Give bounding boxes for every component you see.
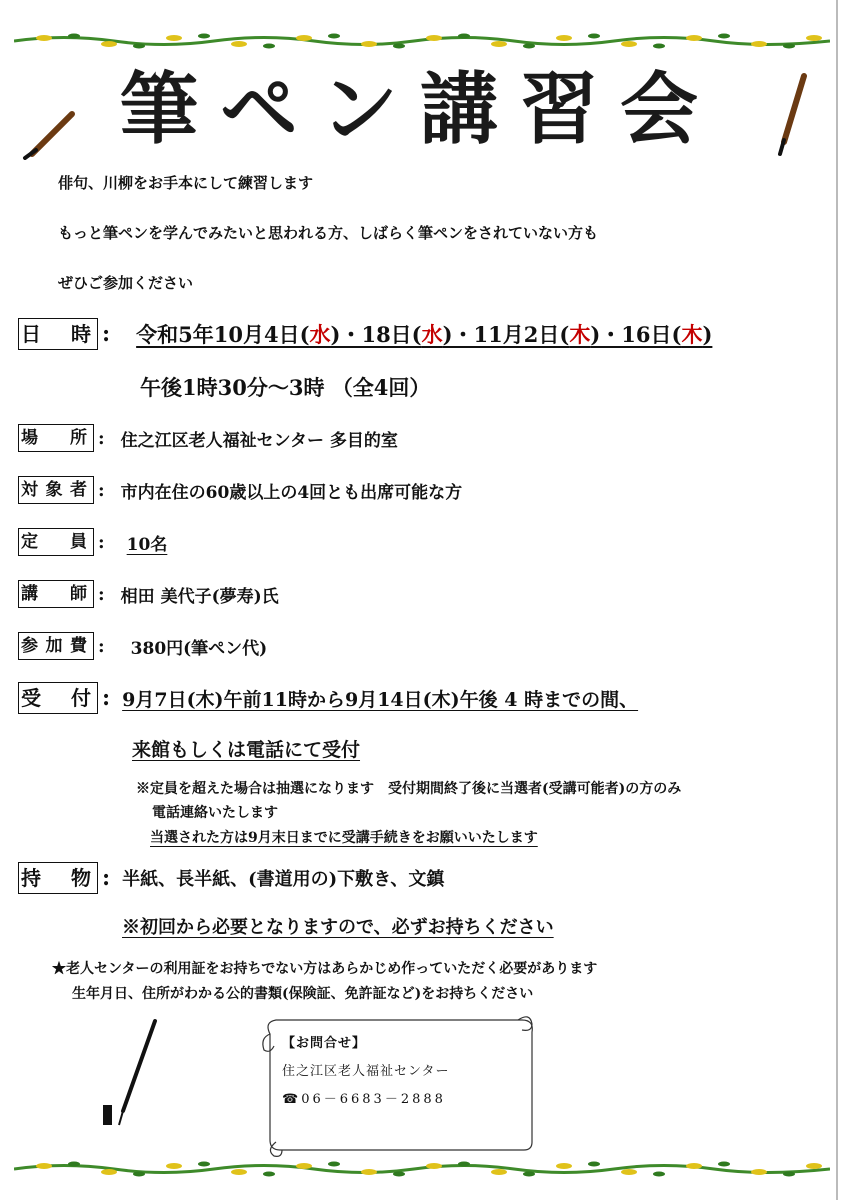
instructor-row: 講 師 : 相田 美代子(夢寿)氏	[18, 580, 279, 608]
reception-method: 来館もしくは電話にて受付	[132, 739, 361, 761]
fee-label: 参加費	[18, 632, 94, 660]
pen-icon	[95, 1015, 165, 1130]
contact-header: 【お問合せ】	[282, 1036, 367, 1051]
reception-row: 受 付 : 9月7日(木)午前11時から9月14日(木)午後 4 時までの間、	[18, 682, 638, 714]
fee-value: 380円(筆ペン代)	[130, 638, 268, 659]
capacity-row: 定 員 : 10名	[18, 528, 167, 556]
items-label: 持 物	[18, 862, 98, 894]
contact-phone: ☎06－6683－2888	[282, 1092, 446, 1107]
page-edge	[836, 0, 838, 1200]
target-label: 対象者	[18, 476, 94, 504]
reception-note-3: 当選された方は9月末日までに受講手続きをお願いいたします	[150, 830, 538, 846]
fee-row: 参加費 : 380円(筆ペン代)	[18, 632, 267, 660]
schedule-row: 日 時 : 令和5年10月4日(水)・18日(水)・11月2日(木)・16日(木)	[18, 318, 712, 350]
instructor-value: 相田 美代子(夢寿)氏	[120, 586, 279, 607]
venue-value: 住之江区老人福祉センター 多目的室	[120, 430, 398, 451]
vine-border-top	[14, 30, 830, 52]
notice-line-1: ★老人センターの利用証をお持ちでない方はあらかじめ作っていただく必要があります	[52, 961, 598, 977]
instructor-label: 講 師	[18, 580, 94, 608]
intro-line-1: 俳句、川柳をお手本にして練習します	[58, 174, 314, 192]
intro-line-3: ぜひご参加ください	[58, 274, 194, 292]
contact-name: 住之江区老人福祉センター	[282, 1064, 450, 1079]
target-value: 市内在住の60歳以上の4回とも出席可能な方	[120, 482, 463, 503]
reception-label: 受 付	[18, 682, 98, 714]
notice-line-2: 生年月日、住所がわかる公的書類(保険証、免許証など)をお持ちください	[72, 986, 534, 1002]
capacity-label: 定 員	[18, 528, 94, 556]
items-note: ※初回から必要となりますので、必ずお持ちください	[122, 917, 554, 938]
venue-label: 場 所	[18, 424, 94, 452]
target-row: 対象者 : 市内在住の60歳以上の4回とも出席可能な方	[18, 476, 462, 504]
reception-note-1: ※定員を超えた場合は抽選になります 受付期間終了後に当選者(受講可能者)の方のみ	[136, 781, 682, 797]
page-title: 筆ペン講習会	[119, 64, 720, 155]
schedule-label: 日 時	[18, 318, 98, 350]
schedule-dates: 令和5年10月4日(水)・18日(水)・11月2日(木)・16日(木)	[136, 322, 713, 347]
schedule-time: 午後1時30分～3時 （全4回）	[140, 375, 431, 400]
items-value: 半紙、長半紙、(書道用の)下敷き、文鎮	[122, 869, 445, 890]
venue-row: 場 所 : 住之江区老人福祉センター 多目的室	[18, 424, 398, 452]
capacity-value: 10名	[126, 534, 168, 555]
vine-border-bottom	[14, 1158, 830, 1180]
reception-note-2: 電話連絡いたします	[152, 805, 278, 821]
items-row: 持 物 : 半紙、長半紙、(書道用の)下敷き、文鎮	[18, 862, 444, 894]
intro-line-2: もっと筆ペンを学んでみたいと思われる方、しばらく筆ペンをされていない方も	[58, 224, 599, 242]
reception-value: 9月7日(木)午前11時から9月14日(木)午後 4 時までの間、	[122, 688, 639, 711]
